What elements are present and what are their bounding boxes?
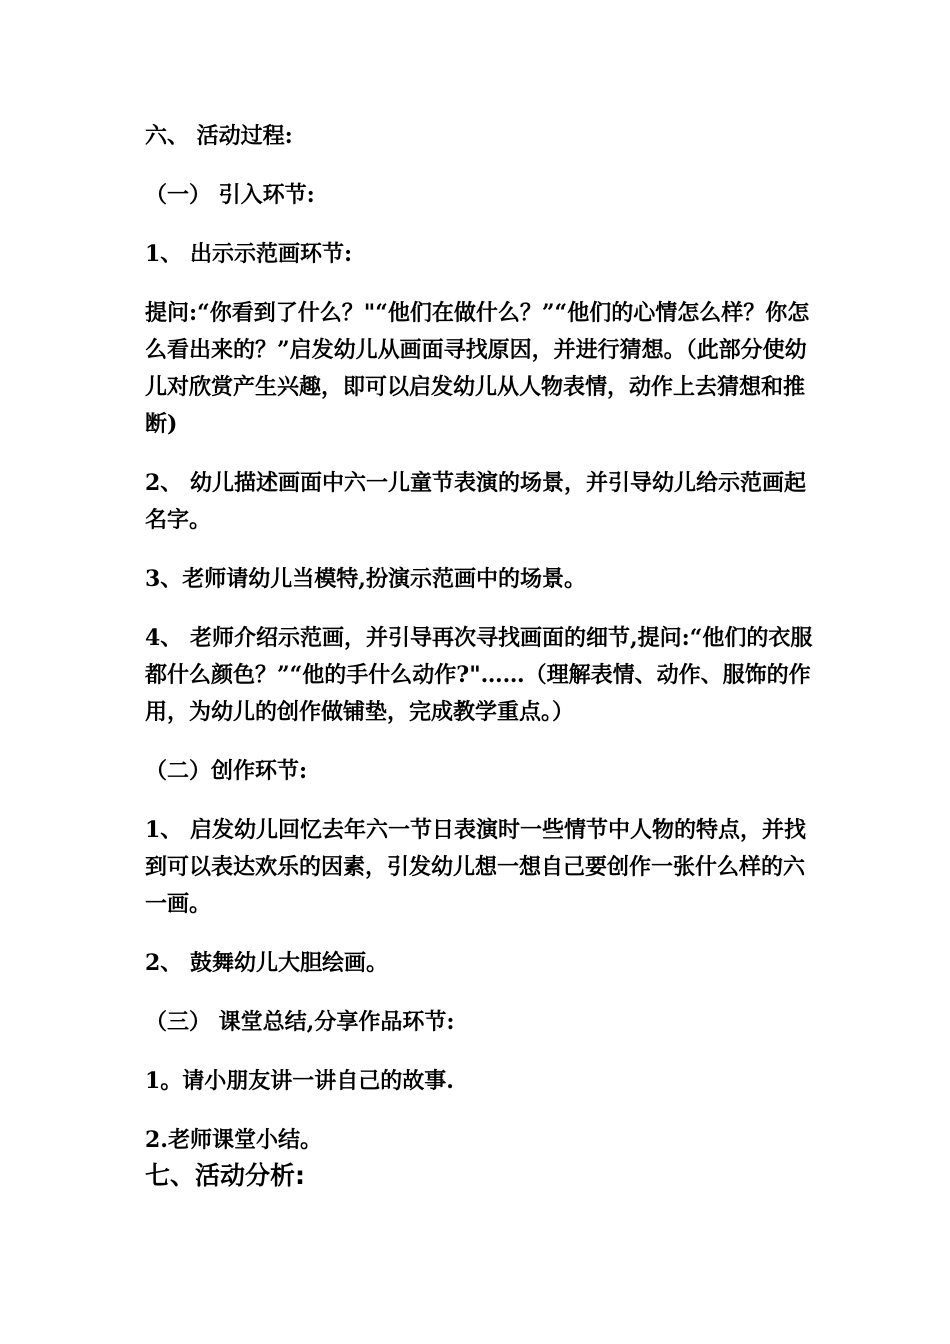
step-3-model: 3、老师请幼儿当模特,扮演示范画中的场景。: [145, 566, 586, 592]
creation-step-1: 1、 启发幼儿回忆去年六一节日表演时一些情节中人物的特点，并找到可以表达欢乐的因素，引发幼儿想一想自己要创作一张什么样的六一画。: [145, 817, 806, 917]
step-4-introduce: 4、 老师介绍示范画，并引导再次寻找画面的细节,提问:“他们的衣服都什么颜色？”“他的手什么动作?"……（理解表情、动作、服饰的作用，为幼儿的创作做铺垫，完成教学重点。）: [145, 625, 813, 725]
step-2-describe: 2、 幼儿描述画面中六一儿童节表演的场景，并引导幼儿给示范画起名字。: [145, 470, 806, 533]
document-body: [145, 118, 825, 1215]
creation-step-2: 2、 鼓舞幼儿大胆绘画。: [145, 950, 388, 976]
section-7-heading: 七、活动分析:: [145, 1161, 305, 1190]
summary-step-2: 2.老师课堂小结。: [145, 1127, 322, 1153]
subsection-3-heading: （三） 课堂总结,分享作品环节:: [145, 1009, 455, 1035]
subsection-2-heading: （二）创作环节:: [145, 758, 308, 784]
summary-step-1: 1。请小朋友讲一讲自己的故事.: [145, 1068, 454, 1094]
step-1-questions: 提问:“你看到了什么？"“他们在做什么？”“他们的心情怎么样？你怎么看出来的？”启发幼儿从画面寻找原因，并进行猜想。（此部分使幼儿对欣赏产生兴趣，即可以启发幼儿从人物表情，动作上去猜想和推断): [145, 300, 810, 437]
subsection-1-heading: （一） 引入环节:: [145, 182, 315, 208]
step-1-show-example: 1、 出示示范画环节:: [145, 241, 353, 267]
section-6-heading: 六、 活动过程:: [145, 123, 293, 149]
